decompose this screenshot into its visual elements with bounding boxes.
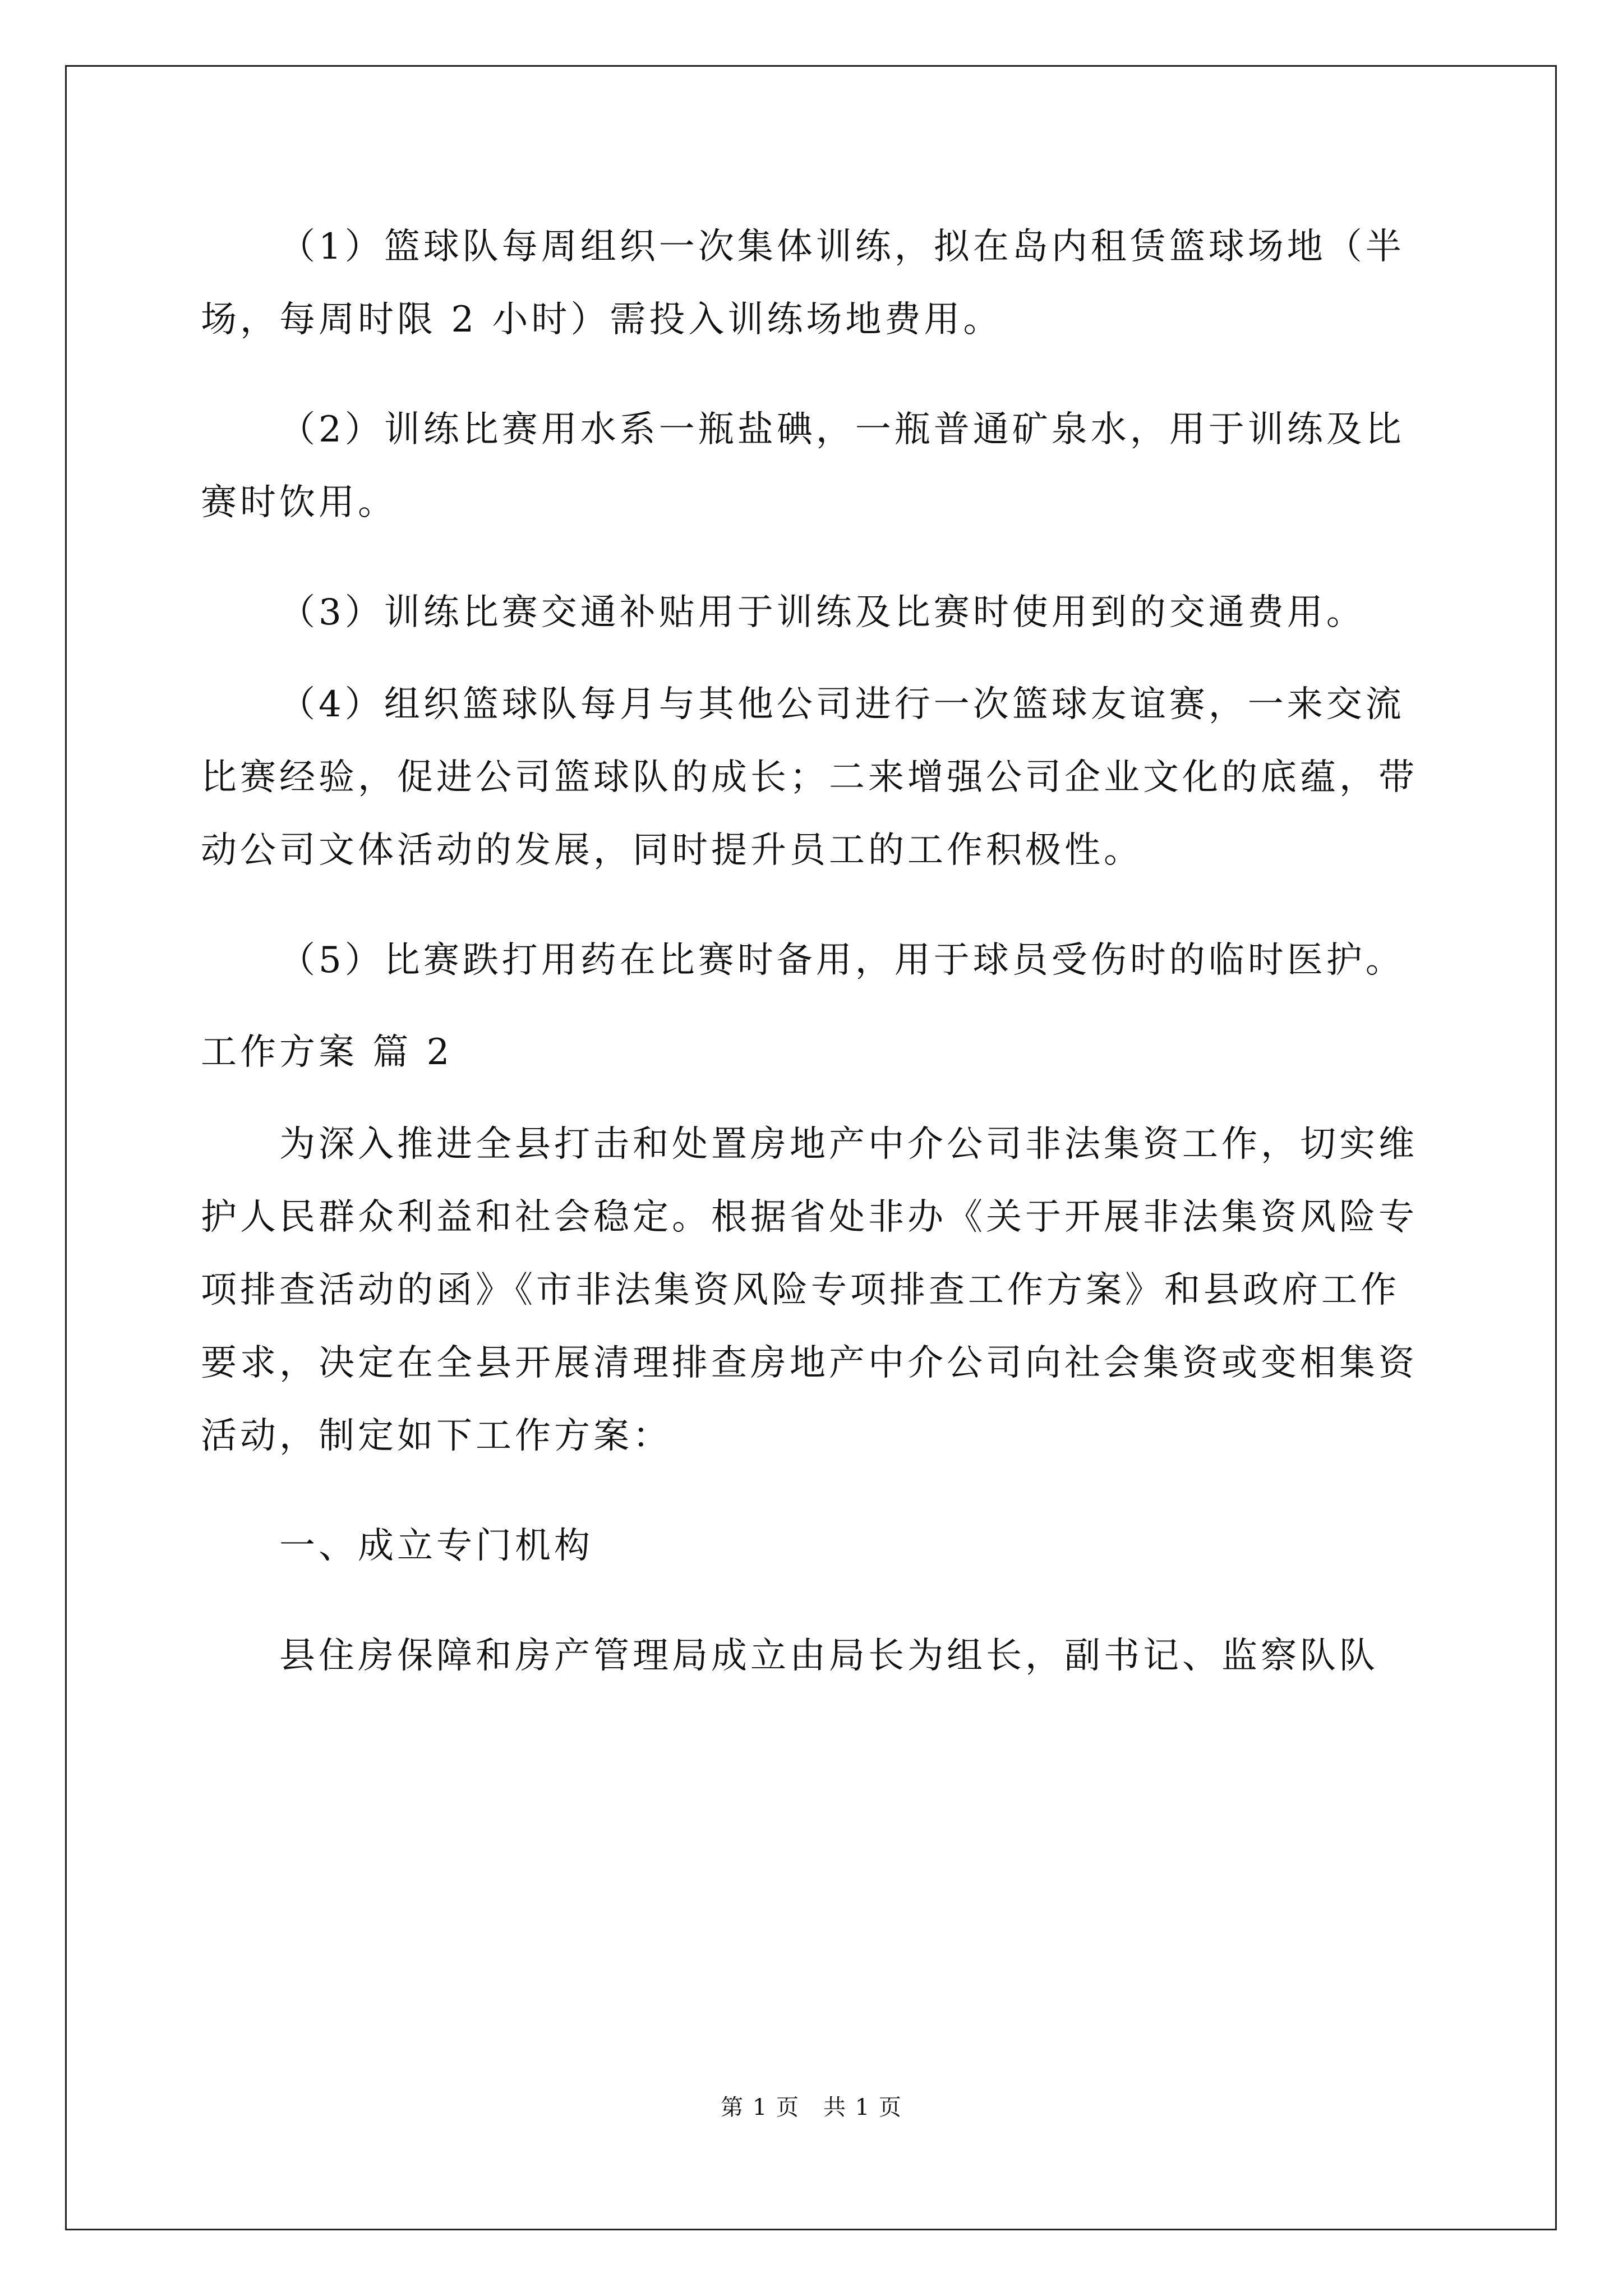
paragraph-5: （5）比赛跌打用药在比赛时备用，用于球员受伤时的临时医护。 (279, 940, 1405, 981)
paragraph-3: （3）训练比赛交通补贴用于训练及比赛时使用到的交通费用。 (279, 592, 1366, 633)
paragraph-1: （1）篮球队每周组织一次集体训练，拟在岛内租赁篮球场地（半场，每周时限 2 小时）需投入训练场地费用。 (201, 226, 1405, 341)
paragraph-4: （4）组织篮球队每月与其他公司进行一次篮球友谊赛，一来交流比赛经验，促进公司篮球队的成长；二来增强公司企业文化的底蕴，带动公司文体活动的发展，同时提升员工的工作积极性。 (201, 684, 1418, 871)
document-body (201, 210, 1423, 1692)
last-paragraph: 县住房保障和房产管理局成立由局长为组长，副书记、监察队队 (279, 1635, 1378, 1677)
subheading: 一、成立专门机构 (279, 1525, 593, 1567)
paragraph-2: （2）训练比赛用水系一瓶盐碘，一瓶普通矿泉水，用于训练及比赛时饮用。 (201, 409, 1405, 523)
section-heading: 工作方案 篇 2 (201, 1032, 453, 1073)
page-footer: 第 1 页 共 1 页 (721, 2095, 902, 2120)
intro-paragraph: 为深入推进全县打击和处置房地产中介公司非法集资工作，切实维护人民群众利益和社会稳定。根据省处非办《关于开展非法集资风险专项排查活动的函》《市非法集资风险专项排查工作方案》和县政府工作要求，决定在全县开展清理排查房地产中介公司向社会集资或变相集资活动，制定如下工作方案： (201, 1124, 1418, 1457)
